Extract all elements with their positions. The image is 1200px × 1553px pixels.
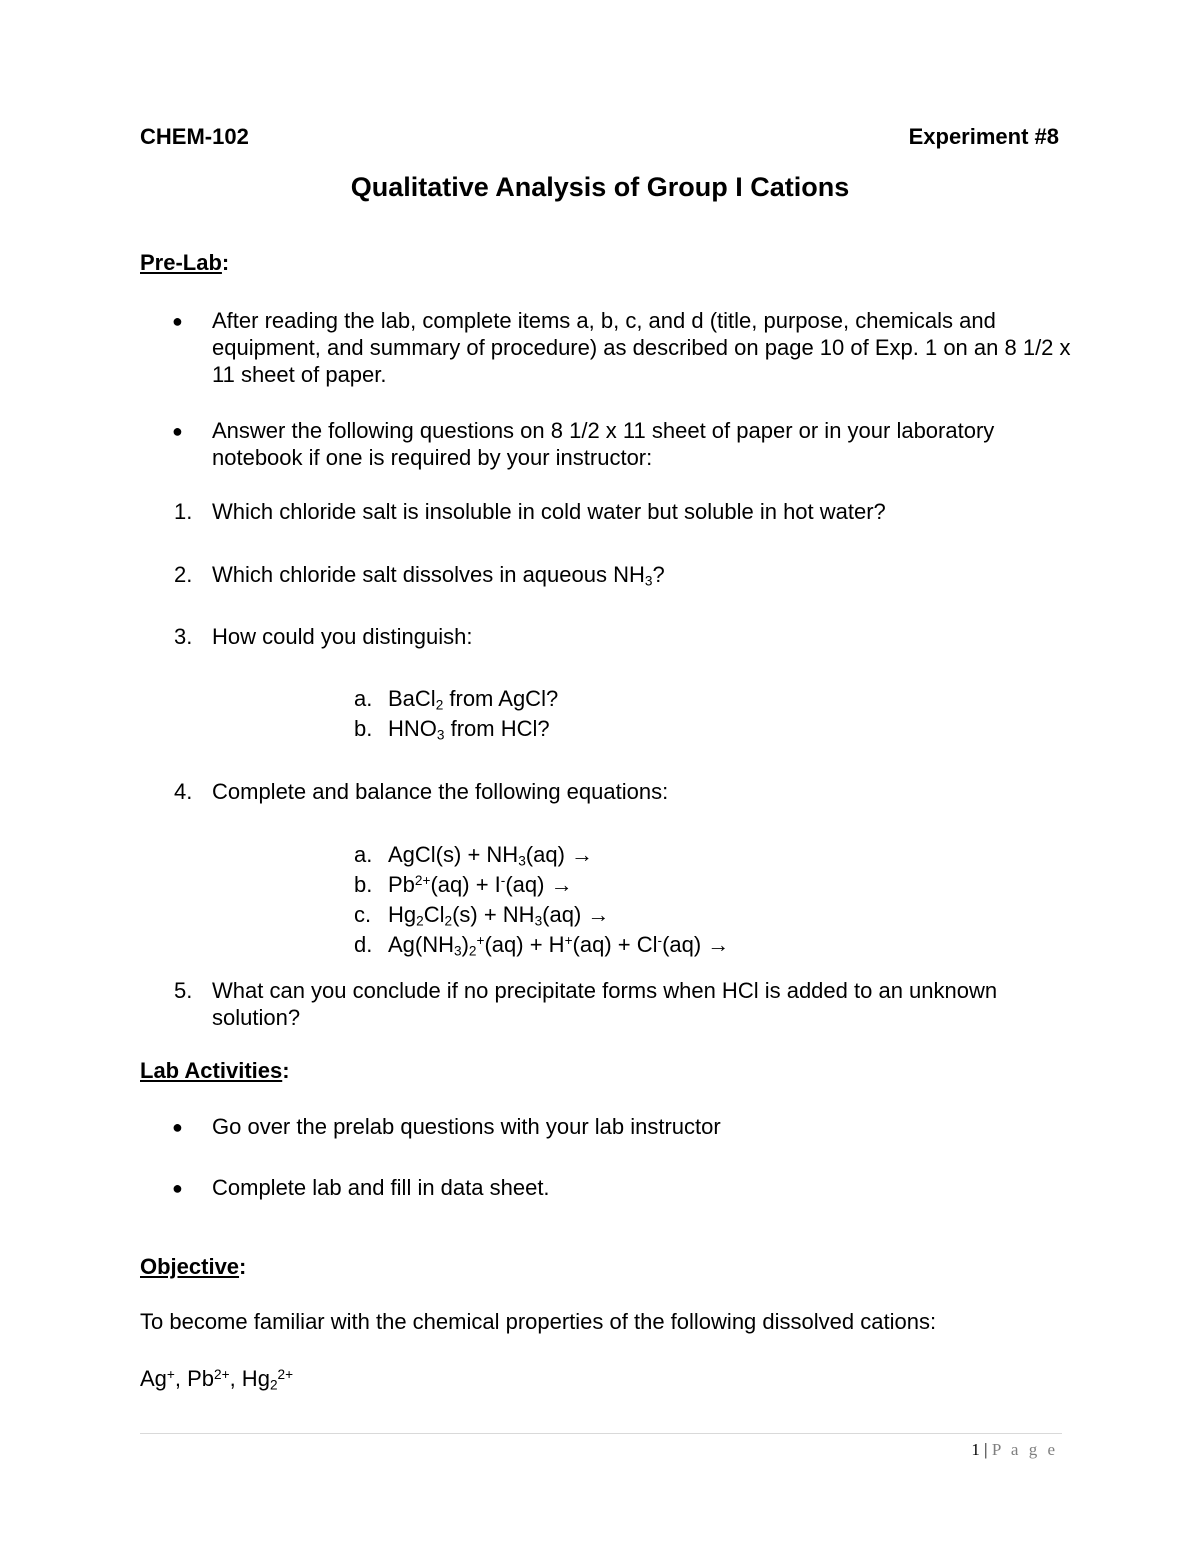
objective-ions: Ag+, $Pb^{2+}$, $Hg_2^{2+}$ [140,1366,294,1393]
question-number: 1. [174,499,193,524]
question-number: 3. [174,624,193,649]
lab-activity-1: Go over the prelab questions with your lab instructor [212,1114,721,1139]
prelab-bullet-1: After reading the lab, complete items a, b, c, and d (title, purpose, chemicals and equipment, and summary of procedure) as described on page 10 of Exp. 1 on an 8 1/2 x 11 sheet of paper. [212,308,1071,387]
question-1: Which chloride salt is insoluble in cold water but soluble in hot water? [212,499,886,524]
lab-activities-heading: Lab Activities: [140,1058,290,1083]
question-2: Which chloride salt dissolves in aqueous $NH_3$? [212,562,665,589]
bullet-icon: ● [172,1117,183,1137]
question-3: How could you distinguish: [212,624,473,649]
question-number: 4. [174,779,193,804]
question-4: Complete and balance the following equations: [212,779,669,804]
subitem-letter: d. [354,932,373,957]
question-number: 2. [174,562,193,587]
page-title: Qualitative Analysis of Group I Cations [350,172,850,202]
subitem-letter: b. [354,872,373,897]
question-3a: BaCl$_2$ from AgCl? [388,686,559,713]
objective-heading: Objective: [140,1254,247,1279]
experiment-number: Experiment #8 [908,124,1059,149]
question-number: 5. [174,978,193,1003]
equation-4d: $Ag(NH_3)_2^+(aq) + H^+(aq) + Cl^-(aq)$ → [388,932,730,959]
bullet-icon: ● [172,1178,183,1198]
page-footer: 1 | P a g e [971,1440,1058,1459]
prelab-heading: Pre-Lab: [140,250,230,275]
bullet-icon: ● [172,311,183,331]
page-label: P a g e [991,1440,1058,1459]
footer-divider [140,1433,1062,1434]
page-number: 1 [971,1440,980,1459]
lab-activity-2: Complete lab and fill in data sheet. [212,1175,550,1200]
objective-text: To become familiar with the chemical properties of the following dissolved cations: [140,1309,937,1334]
prelab-bullet-2: Answer the following questions on 8 1/2 x 11 sheet of paper or in your laboratory notebook if one is required by your instructor: [212,418,995,470]
equation-4b: $Pb^{2+}(aq) + I^-(aq)$ → [388,872,573,897]
subitem-letter: c. [354,902,372,927]
question-3b: $HNO_3$ from HCl? [388,716,550,743]
subitem-letter: a. [354,842,373,867]
course-code: CHEM-102 [140,124,249,149]
subitem-letter: a. [354,686,373,711]
bullet-icon: ● [172,421,183,441]
equation-4c: $Hg_2Cl_2(s) + NH_3(aq)$ → [388,902,610,929]
question-5: What can you conclude if no precipitate forms when HCl is added to an unknown solution? [212,978,998,1030]
subitem-letter: b. [354,716,373,741]
equation-4a: AgCl(s) + $NH_3(aq)$ → [388,842,594,869]
